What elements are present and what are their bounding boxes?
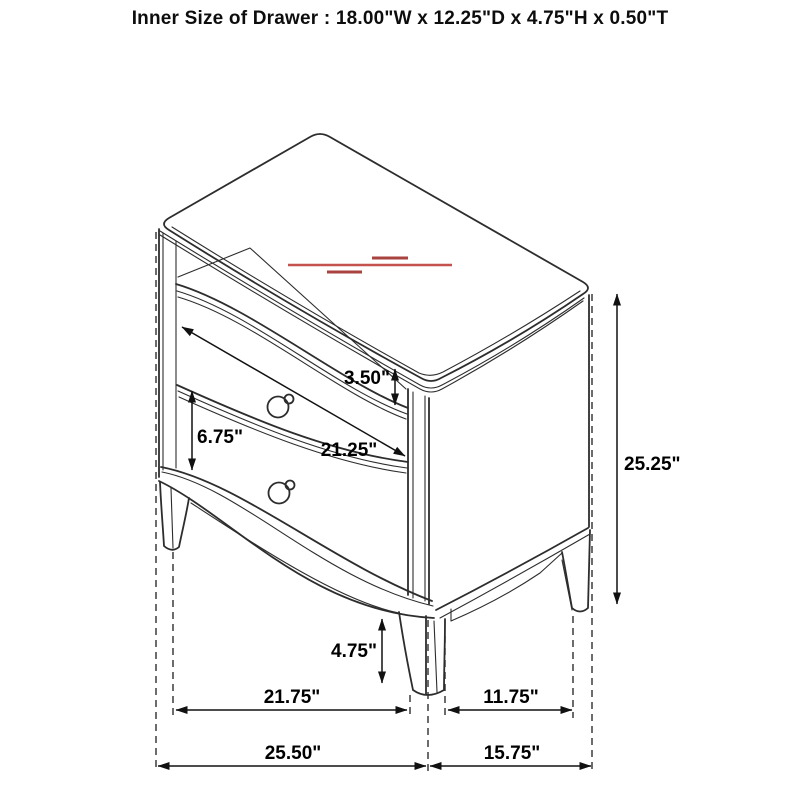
- side-apron-arch: [451, 553, 562, 621]
- front-right-leg: [399, 612, 445, 695]
- side-bottom-rail-bottom: [440, 534, 590, 618]
- red-pen-marks: [288, 258, 452, 272]
- dim-label-case-height: 25.25": [624, 454, 681, 475]
- shelf-band-top: [176, 284, 408, 408]
- base-rail-top-inner: [162, 472, 433, 606]
- base-rail-bottom: [159, 481, 434, 618]
- dim-label-leg-height: 4.75": [331, 641, 377, 662]
- dim-label-side-leg-span: 11.75": [483, 687, 539, 708]
- dim-label-front-leg-span: 21.75": [263, 687, 321, 708]
- front-apron-arch: [191, 503, 399, 613]
- diagram-title: Inner Size of Drawer : 18.00"W x 12.25"D x 4.75"H x 0.50"T: [131, 8, 669, 29]
- upper-drawer-knob: [268, 395, 294, 418]
- top-edge-band-outer: [160, 231, 584, 388]
- base-rail-top: [161, 467, 432, 601]
- dim-label-bottom-drawer-height: 6.75": [197, 427, 243, 448]
- nightstand-drawing: [159, 134, 590, 695]
- dimension-annotations: [158, 294, 681, 766]
- front-left-leg: [160, 482, 189, 550]
- dim-label-overall-width: 25.50": [264, 743, 322, 764]
- dim-label-drawer-width: 21.25": [320, 440, 378, 461]
- dim-label-shelf-height: 3.50": [344, 368, 390, 389]
- lower-drawer-knob: [269, 481, 295, 504]
- dim-label-overall-depth: 15.75": [483, 743, 541, 764]
